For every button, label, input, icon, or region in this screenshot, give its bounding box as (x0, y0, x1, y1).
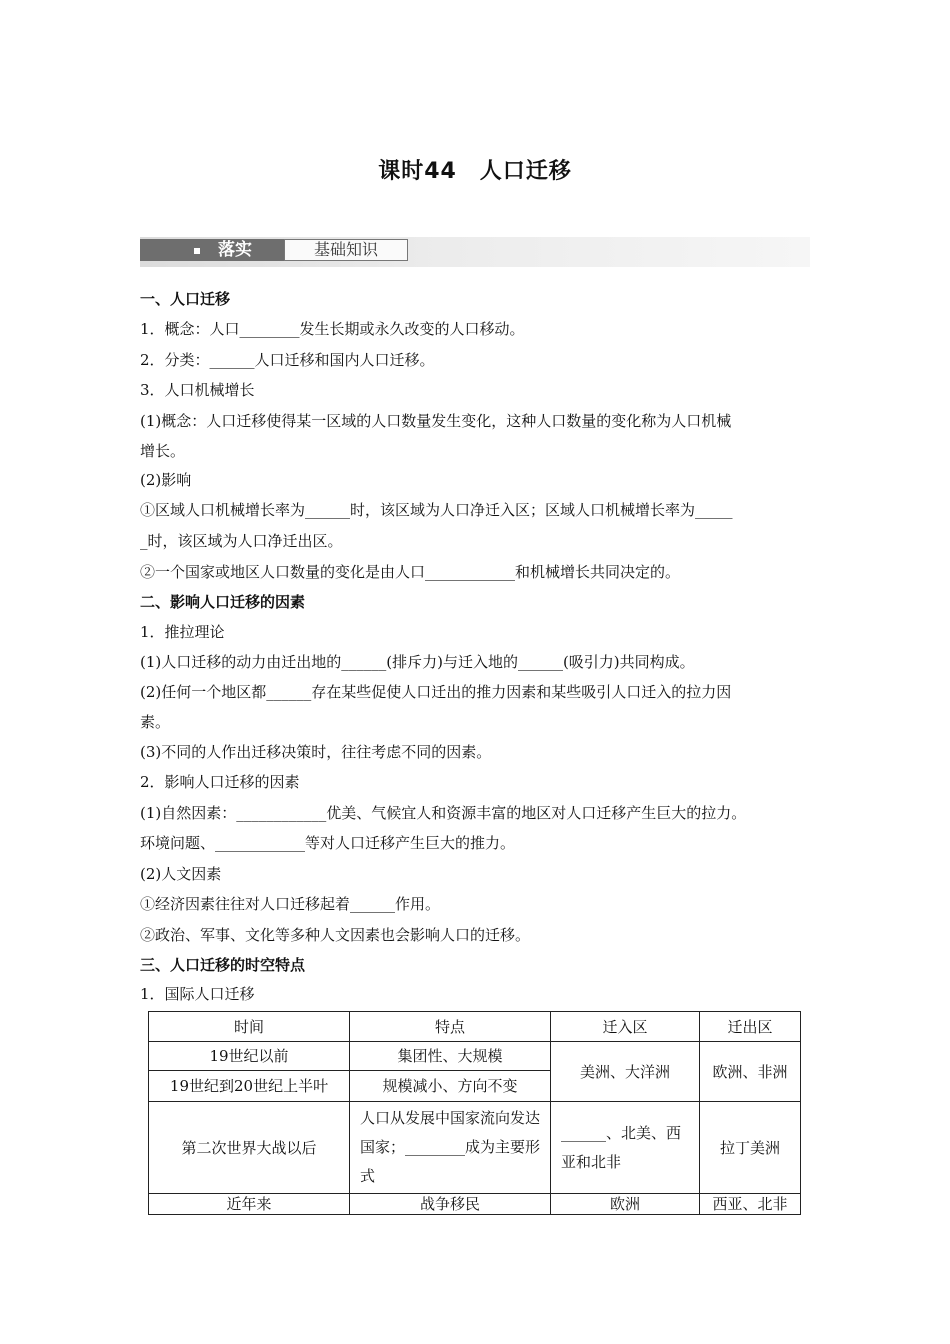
paragraph-line: 2．分类：______人口迁移和国内人口迁移。 (140, 351, 435, 369)
section-banner (140, 237, 810, 267)
paragraph-line: (2)任何一个地区都______存在某些促使人口迁出的推力因素和某些吸引人口迁入的拉力因 (140, 683, 732, 701)
table-cell: 西亚、北非 (700, 1194, 801, 1215)
section-heading: 一、人口迁移 (140, 290, 231, 308)
paragraph-line: (2)影响 (140, 471, 192, 489)
table-header-cell: 迁出区 (700, 1012, 801, 1042)
table-row (149, 1102, 801, 1194)
paragraph-line: ②政治、军事、文化等多种人文因素也会影响人口的迁移。 (140, 926, 531, 944)
table-row (149, 1194, 801, 1215)
table-cell: 19世纪以前 (149, 1042, 350, 1071)
banner-tag (140, 239, 284, 261)
paragraph-line: (1)人口迁移的动力由迁出地的______(排斥力)与迁入地的______(吸引力)共同构成。 (140, 653, 695, 671)
paragraph-line: 环境问题、____________等对人口迁移产生巨大的推力。 (140, 834, 516, 852)
paragraph-line: 1．国际人口迁移 (140, 985, 255, 1003)
paragraph-line: 3．人口机械增长 (140, 381, 255, 399)
banner-tag-label: 落实 (218, 240, 252, 260)
paragraph-line: 素。 (140, 713, 171, 731)
table-header-cell: 特点 (350, 1012, 551, 1042)
table-header-cell: 时间 (149, 1012, 350, 1042)
paragraph-line: 增长。 (140, 442, 186, 460)
paragraph-line: (1)自然因素：____________优美、气候宜人和资源丰富的地区对人口迁移产生巨大的拉力。 (140, 804, 747, 822)
table-cell: 人口从发展中国家流向发达国家；________成为主要形式 (350, 1102, 551, 1194)
paragraph-line: ①区域人口机械增长率为______时，该区域为人口净迁入区；区域人口机械增长率为_____ (140, 501, 733, 519)
paragraph-line: (3)不同的人作出迁移决策时，往往考虑不同的因素。 (140, 743, 492, 761)
paragraph-line: (1)概念：人口迁移使得某一区域的人口数量发生变化，这种人口数量的变化称为人口机械 (140, 412, 732, 430)
table-cell: 欧洲、非洲 (700, 1042, 801, 1102)
table-cell: 近年来 (149, 1194, 350, 1215)
paragraph-line: ①经济因素往往对人口迁移起着______作用。 (140, 895, 441, 913)
table-cell: 拉丁美洲 (700, 1102, 801, 1194)
page-title: 课时44 人口迁移 (378, 159, 572, 184)
section-heading: 二、影响人口迁移的因素 (140, 593, 306, 611)
table-cell: 规模减小、方向不变 (350, 1071, 551, 1102)
paragraph-line: ②一个国家或地区人口数量的变化是由人口____________和机械增长共同决定的。 (140, 563, 681, 581)
banner-subtitle: 基础知识 (284, 239, 408, 261)
table-cell: 第二次世界大战以后 (149, 1102, 350, 1194)
table-cell: 美洲、大洋洲 (551, 1042, 700, 1102)
table-cell: 欧洲 (551, 1194, 700, 1215)
section-heading: 三、人口迁移的时空特点 (140, 956, 306, 974)
migration-table (148, 1011, 801, 1215)
paragraph-line: _时，该区域为人口净迁出区。 (140, 532, 343, 550)
table-cell: ______、北美、西亚和北非 (551, 1102, 700, 1194)
table-cell: 战争移民 (350, 1194, 551, 1215)
table-header-cell: 迁入区 (551, 1012, 700, 1042)
paragraph-line: 1．推拉理论 (140, 623, 225, 641)
paragraph-line: (2)人文因素 (140, 865, 222, 883)
paragraph-line: 1．概念：人口________发生长期或永久改变的人口移动。 (140, 320, 525, 338)
table-header-row (149, 1012, 801, 1042)
paragraph-line: 2．影响人口迁移的因素 (140, 773, 300, 791)
table-row (149, 1042, 801, 1071)
square-bullet-icon (194, 248, 200, 254)
table-cell: 19世纪到20世纪上半叶 (149, 1071, 350, 1102)
table-cell: 集团性、大规模 (350, 1042, 551, 1071)
